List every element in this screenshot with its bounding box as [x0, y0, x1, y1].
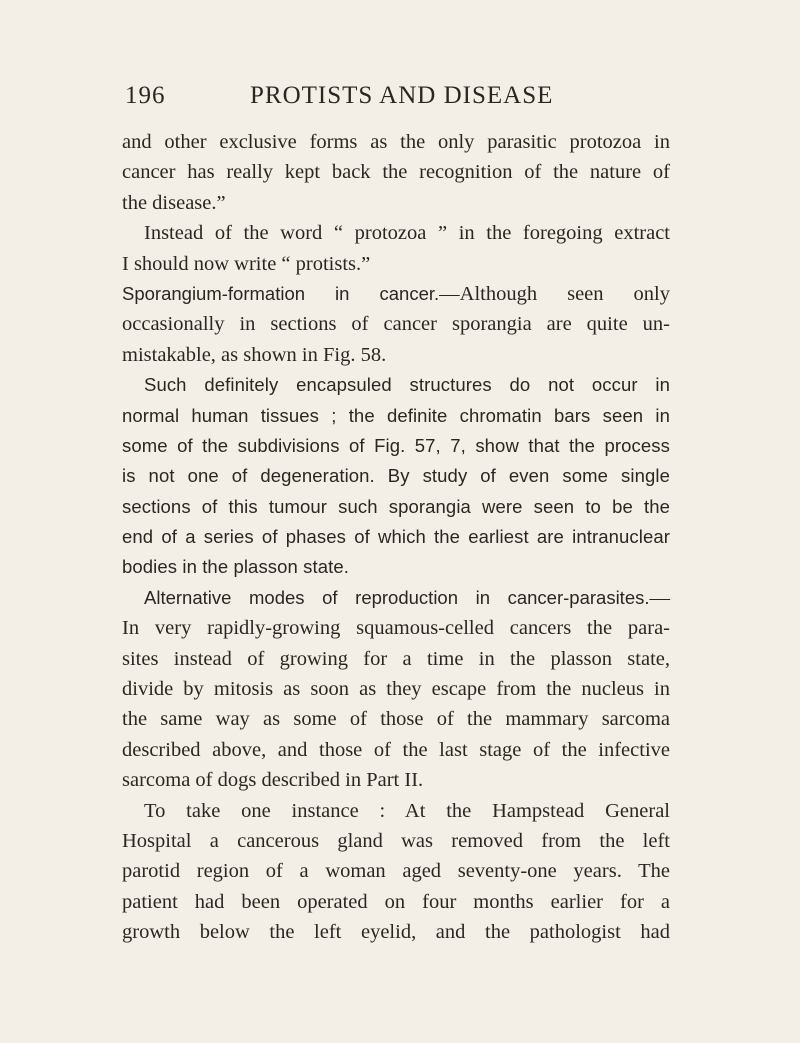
text-line: Such definitely encapsuled structures do not occur in — [144, 374, 670, 396]
text-line: sites instead of growing for a time in the plasson state, — [122, 647, 670, 670]
sans-paragraph — [122, 370, 670, 583]
page-number: 196 — [125, 82, 166, 109]
text-line: occasionally in sections of cancer sporangia are quite un- — [122, 313, 670, 336]
text-line: cancer has really kept back the recognition of the nature of — [122, 161, 670, 184]
text-line: To take one instance : At the Hampstead General — [144, 799, 670, 822]
text-line: parotid region of a woman aged seventy-one years. The — [122, 860, 670, 883]
text-line: is not one of degeneration. By study of even some single — [122, 465, 670, 487]
text-line: and other exclusive forms as the only parasitic protozoa in — [122, 131, 670, 153]
page-header — [125, 82, 670, 122]
text-line: end of a series of phases of which the earliest are intranuclear — [122, 526, 670, 548]
text-line: divide by mitosis as soon as they escape from the nucleus in — [122, 678, 670, 701]
text-line: growth below the left eyelid, and the pathologist had — [122, 921, 670, 944]
text-line: In very rapidly-growing squamous-celled cancers the para- — [122, 617, 670, 640]
text-line: described above, and those of the last stage of the infective — [122, 738, 670, 761]
text-line: some of the subdivisions of Fig. 57, 7, show that the process — [122, 434, 670, 456]
text-line: I should now write “ protists.” — [122, 252, 371, 275]
body-text — [122, 127, 670, 948]
text-run: —Although seen only — [439, 282, 670, 305]
text-line: the disease.” — [122, 191, 226, 214]
text-line — [122, 583, 670, 613]
section-heading: Sporangium-formation in cancer. — [122, 282, 440, 304]
text-line: normal human tissues ; the definite chromatin bars seen in — [122, 404, 670, 426]
text-line: the same way as some of those of the mammary sarcoma — [122, 708, 670, 731]
text-line: sections of this tumour such sporangia were seen to be the — [122, 495, 670, 517]
text-line: patient had been operated on four months earlier for a — [122, 890, 670, 913]
text-line: Instead of the word “ protozoa ” in the foregoing extract — [144, 222, 670, 245]
text-run: — — [649, 586, 670, 609]
section-heading: Alternative modes of reproduction in cancer-parasites. — [144, 586, 650, 608]
text-line: Hospital a cancerous gland was removed from the left — [122, 829, 670, 852]
text-line: sarcoma of dogs described in Part II. — [122, 769, 424, 792]
text-line — [122, 279, 670, 309]
text-line: mistakable, as shown in Fig. 58. — [122, 343, 387, 366]
text-line: bodies in the plasson state. — [122, 556, 350, 578]
running-title: PROTISTS AND DISEASE — [250, 82, 554, 109]
